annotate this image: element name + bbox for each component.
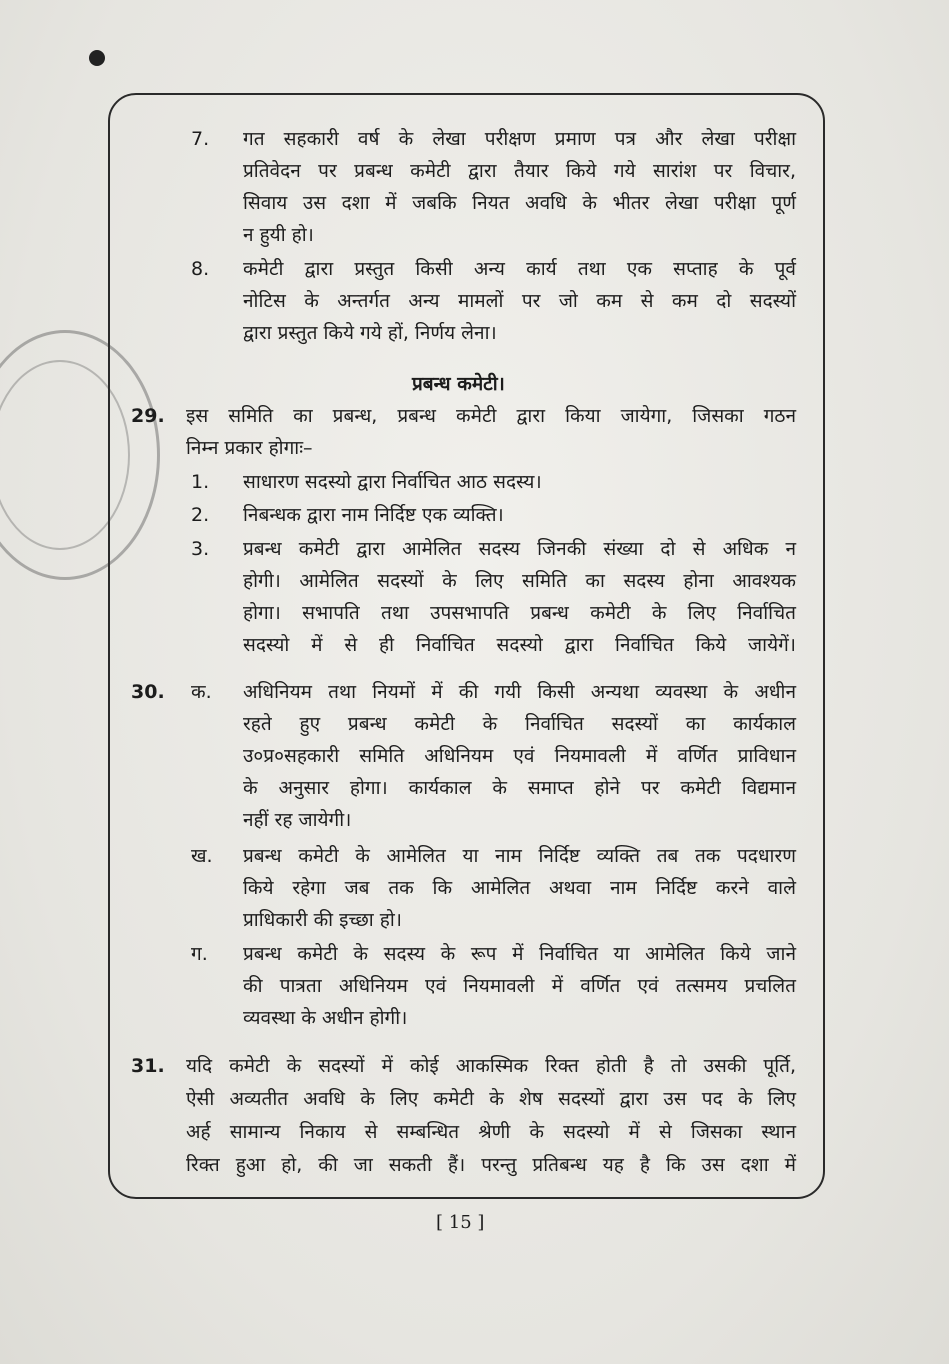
item-line: नोटिस के अन्तर्गत अन्य मामलों पर जो कम से कम दो सदस्यों (243, 290, 796, 312)
subitem-line: के अनुसार होगा। कार्यकाल के समाप्त होने पर कमेटी विद्यमान (243, 777, 796, 799)
section-line: रिक्त हुआ हो, की जा सकती हैं। परन्तु प्रतिबन्ध यह है कि उस दशा में (186, 1154, 796, 1176)
subitem-line: प्रबन्ध कमेटी द्वारा आमेलित सदस्य जिनकी संख्या दो से अधिक न (243, 538, 796, 560)
section-heading: प्रबन्ध कमेटी। (412, 373, 505, 395)
subitem-line: अधिनियम तथा नियमों में की गयी किसी अन्यथा व्यवस्था के अधीन (243, 681, 796, 703)
item-line: प्रतिवेदन पर प्रबन्ध कमेटी द्वारा तैयार किये गये सारांश पर विचार, (243, 160, 796, 182)
section-line: ऐसी अव्यतीत अवधि के लिए कमेटी के शेष सदस्यों द्वारा उस पद के लिए (186, 1088, 796, 1110)
subitem-line: निबन्धक द्वारा नाम निर्दिष्ट एक व्यक्ति। (243, 504, 504, 526)
punch-hole (89, 50, 105, 66)
subitem-number: 3. (191, 538, 210, 560)
subitem-line: उ०प्र०सहकारी समिति अधिनियम एवं नियमावली में वर्णित प्राविधान (243, 745, 796, 767)
item-line: गत सहकारी वर्ष के लेखा परीक्षण प्रमाण पत्र और लेखा परीक्षा (243, 128, 796, 150)
item-number: 8. (191, 258, 210, 280)
subitem-line: प्राधिकारी की इच्छा हो। (243, 909, 402, 931)
subitem-number: 1. (191, 471, 210, 493)
subitem-line: होगा। सभापति तथा उपसभापति प्रबन्ध कमेटी के लिए निर्वाचित (243, 602, 796, 624)
subitem-number: क. (191, 681, 212, 703)
item-line: द्वारा प्रस्तुत किये गये हों, निर्णय लेना। (243, 322, 497, 344)
section-number: 29. (131, 405, 165, 427)
subitem-line: किये रहेगा जब तक कि आमेलित अथवा नाम निर्दिष्ट करने वाले (243, 877, 796, 899)
section-line: निम्न प्रकार होगाः– (186, 437, 313, 459)
subitem-number: ख. (191, 845, 213, 867)
item-line: न हुयी हो। (243, 224, 314, 246)
subitem-line: नहीं रह जायेगी। (243, 809, 352, 831)
subitem-line: सदस्यो में से ही निर्वाचित सदस्यो द्वारा निर्वाचित किये जायेगें। (243, 634, 796, 656)
section-line: यदि कमेटी के सदस्यों में कोई आकस्मिक रिक्त होती है तो उसकी पूर्ति, (186, 1055, 796, 1077)
section-line: इस समिति का प्रबन्ध, प्रबन्ध कमेटी द्वारा किया जायेगा, जिसका गठन (186, 405, 796, 427)
item-line: सिवाय उस दशा में जबकि नियत अवधि के भीतर लेखा परीक्षा पूर्ण (243, 192, 796, 214)
subitem-line: रहते हुए प्रबन्ध कमेटी के निर्वाचित सदस्यों का कार्यकाल (243, 713, 796, 735)
item-number: 7. (191, 128, 210, 150)
section-number: 31. (131, 1055, 165, 1077)
subitem-line: साधारण सदस्यो द्वारा निर्वाचित आठ सदस्य। (243, 471, 542, 493)
page-number: [ 15 ] (436, 1212, 485, 1233)
subitem-line: होगी। आमेलित सदस्यों के लिए समिति का सदस्य होना आवश्यक (243, 570, 796, 592)
subitem-number: 2. (191, 504, 210, 526)
subitem-line: प्रबन्ध कमेटी के सदस्य के रूप में निर्वाचित या आमेलित किये जाने (243, 943, 796, 965)
section-line: अर्ह सामान्य निकाय से सम्बन्धित श्रेणी के सदस्यो में से जिसका स्थान (186, 1121, 796, 1143)
subitem-line: व्यवस्था के अधीन होगी। (243, 1007, 408, 1029)
subitem-line: प्रबन्ध कमेटी के आमेलित या नाम निर्दिष्ट व्यक्ति तब तक पदधारण (243, 845, 796, 867)
section-number: 30. (131, 681, 165, 703)
item-line: कमेटी द्वारा प्रस्तुत किसी अन्य कार्य तथा एक सप्ताह के पूर्व (243, 258, 796, 280)
subitem-number: ग. (191, 943, 208, 965)
subitem-line: की पात्रता अधिनियम एवं नियमावली में वर्णित एवं तत्समय प्रचलित (243, 975, 796, 997)
